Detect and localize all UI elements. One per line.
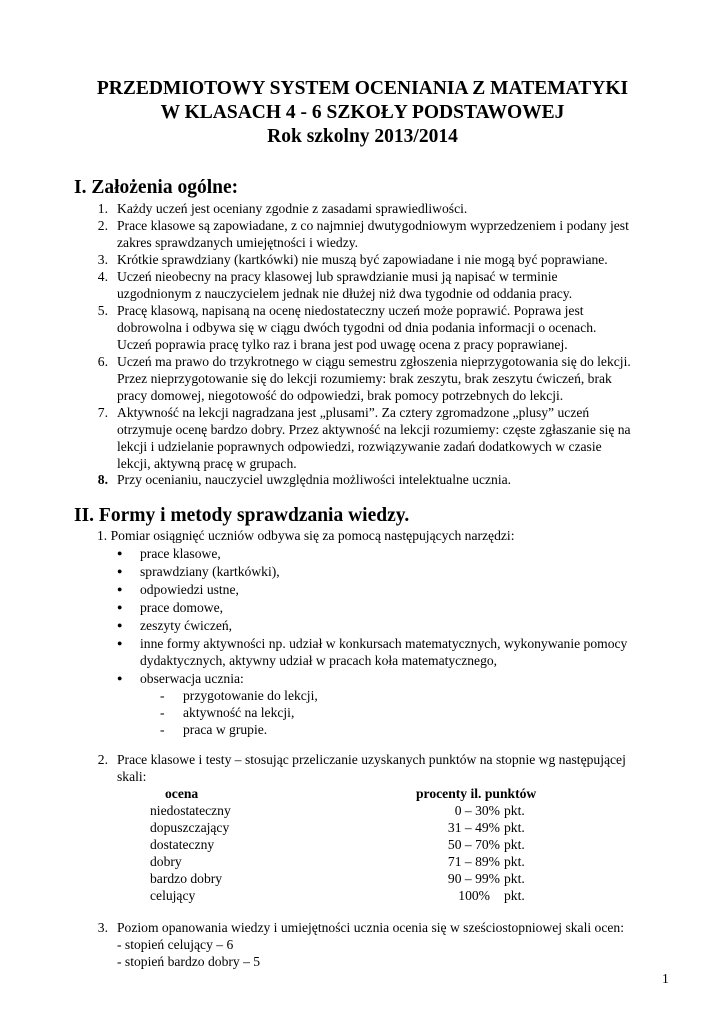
list-item-text: zakres sprawdzanych umiejętności i wiedzy. <box>117 235 359 250</box>
table-cell-range: 31 – 49% <box>447 820 500 835</box>
list-item-text: Przez nieprzygotowanie się do lekcji rozumiemy: brak zeszytu, brak zeszytu ćwiczeń, brak <box>117 371 612 386</box>
list-item-text: Uczeń poprawia pracę tylko raz i brana jest pod uwagę ocena z pracy poprawianej. <box>117 337 568 352</box>
list-item-text: prace klasowe, <box>140 546 221 561</box>
sub-list-item: praca w grupie. <box>183 722 268 737</box>
list-item-text: lekcji, aktywną pracę w grupach. <box>117 456 297 471</box>
list-item-text: prace domowe, <box>140 600 224 615</box>
list-item-text: sprawdziany (kartkówki), <box>140 564 280 579</box>
table-cell-unit: pkt. <box>504 871 525 886</box>
dash-icon: - <box>160 705 165 720</box>
list-item-text: - stopień bardzo dobry – 5 <box>117 954 261 969</box>
sub-list-item: aktywność na lekcji, <box>183 705 295 720</box>
section-2-heading: II. Formy i metody sprawdzania wiedzy. <box>74 505 410 526</box>
list-number: 1. <box>97 201 108 216</box>
table-cell-range: 100% <box>458 888 490 903</box>
table-cell-unit: pkt. <box>504 888 525 903</box>
list-item-text: dydaktycznych, aktywny udział w pracach koła matematycznego, <box>140 653 498 668</box>
table-cell-grade: bardzo dobry <box>150 871 223 886</box>
table-cell-unit: pkt. <box>504 820 525 835</box>
list-number: 2. <box>97 752 108 767</box>
dash-icon: - <box>160 688 165 703</box>
list-item-text: Przy ocenianiu, nauczyciel uwzględnia możliwości intelektualne ucznia. <box>117 472 512 487</box>
list-number: 6. <box>97 354 108 369</box>
table-cell-range: 71 – 89% <box>447 854 500 869</box>
list-item-text: odpowiedzi ustne, <box>140 582 239 597</box>
table-header-grade: ocena <box>165 786 199 801</box>
table-cell-grade: dostateczny <box>150 837 215 852</box>
list-item-text: dobrowolna i odbywa się w ciągu dwóch tygodni od dnia podania informacji o ocenach. <box>117 320 597 335</box>
list-number: 3. <box>97 252 108 267</box>
table-cell-range: 50 – 70% <box>447 837 500 852</box>
section-2-intro: 1. Pomiar osiągnięć uczniów odbywa się za pomocą następujących narzędzi: <box>97 528 515 543</box>
list-item-text: uzgodnionym z nauczycielem jednak nie dłużej niż dwa tygodnie od oddania pracy. <box>117 286 573 301</box>
list-item-text: Każdy uczeń jest oceniany zgodnie z zasadami sprawiedliwości. <box>117 201 468 216</box>
table-header-percent: procenty il. punktów <box>416 786 537 801</box>
table-cell-range: 0 – 30% <box>454 803 500 818</box>
bullet-icon: ● <box>117 638 123 648</box>
bullet-icon: ● <box>117 548 123 558</box>
list-item-text: Prace klasowe i testy – stosując przeliczanie uzyskanych punktów na stopnie wg następującej <box>117 752 626 767</box>
table-cell-grade: dobry <box>150 854 182 869</box>
list-number: 5. <box>97 303 108 318</box>
list-item-text: inne formy aktywności np. udział w konkursach matematycznych, wykonywanie pomocy <box>140 636 628 651</box>
table-cell-unit: pkt. <box>504 803 525 818</box>
list-item-text: Aktywność na lekcji nagradzana jest „plusami”. Za cztery zgromadzone „plusy” uczeń <box>117 405 590 420</box>
doc-title-line-3: Rok szkolny 2013/2014 <box>267 126 458 147</box>
list-item-text: pracy domowej, niegotowość do odpowiedzi, brak pomocy potrzebnych do lekcji. <box>117 388 564 403</box>
bullet-icon: ● <box>117 584 123 594</box>
list-item-text: lekcji i udzielanie poprawnych odpowiedzi, rozwiązywanie zadań dodatkowych w czasie <box>117 439 602 454</box>
dash-icon: - <box>160 722 165 737</box>
list-item-text: Krótkie sprawdziany (kartkówki) nie muszą być zapowiadane i nie mogą być poprawiane. <box>117 252 608 267</box>
bullet-icon: ● <box>117 566 123 576</box>
section-1-heading: I. Założenia ogólne: <box>74 177 239 198</box>
doc-title-line-2: W KLASACH 4 - 6 SZKOŁY PODSTAWOWEJ <box>160 102 565 123</box>
bullet-icon: ● <box>117 602 123 612</box>
list-item-text: Pracę klasową, napisaną na ocenę niedostateczny uczeń może poprawić. Poprawa jest <box>117 303 584 318</box>
table-cell-unit: pkt. <box>504 854 525 869</box>
list-number: 7. <box>97 405 108 420</box>
list-item-text: obserwacja ucznia: <box>140 671 244 686</box>
list-item-text: Uczeń nieobecny na pracy klasowej lub sprawdzianie musi ją napisać w terminie <box>117 269 558 284</box>
doc-title-line-1: PRZEDMIOTOWY SYSTEM OCENIANIA Z MATEMATYKI <box>96 78 629 99</box>
list-number: 4. <box>97 269 108 284</box>
list-item-text: Poziom opanowania wiedzy i umiejętności ucznia ocenia się w sześciostopniowej skali ocen: <box>117 920 624 935</box>
sub-list-item: przygotowanie do lekcji, <box>183 688 318 703</box>
list-item-text: otrzymuje ocenę bardzo dobry. Przez aktywność na lekcji rozumiemy: częste zgłaszanie się na <box>117 422 631 437</box>
list-item-text: zeszyty ćwiczeń, <box>140 618 233 633</box>
page-number: 1 <box>662 971 669 986</box>
table-cell-range: 90 – 99% <box>447 871 500 886</box>
list-item-text: Uczeń ma prawo do trzykrotnego w ciągu semestru zgłoszenia nieprzygotowania się do lekcji. <box>117 354 631 369</box>
list-number: 3. <box>97 920 108 935</box>
list-number: 8. <box>97 472 108 487</box>
table-cell-grade: niedostateczny <box>150 803 231 818</box>
list-item-text: - stopień celujący – 6 <box>117 937 234 952</box>
table-cell-unit: pkt. <box>504 837 525 852</box>
bullet-icon: ● <box>117 620 123 630</box>
list-item-text: skali: <box>117 769 147 784</box>
bullet-icon: ● <box>117 673 123 683</box>
list-item-text: Prace klasowe są zapowiadane, z co najmniej dwutygodniowym wyprzedzeniem i podany jest <box>117 218 629 233</box>
table-cell-grade: celujący <box>150 888 196 903</box>
table-cell-grade: dopuszczający <box>150 820 230 835</box>
list-number: 2. <box>97 218 108 233</box>
